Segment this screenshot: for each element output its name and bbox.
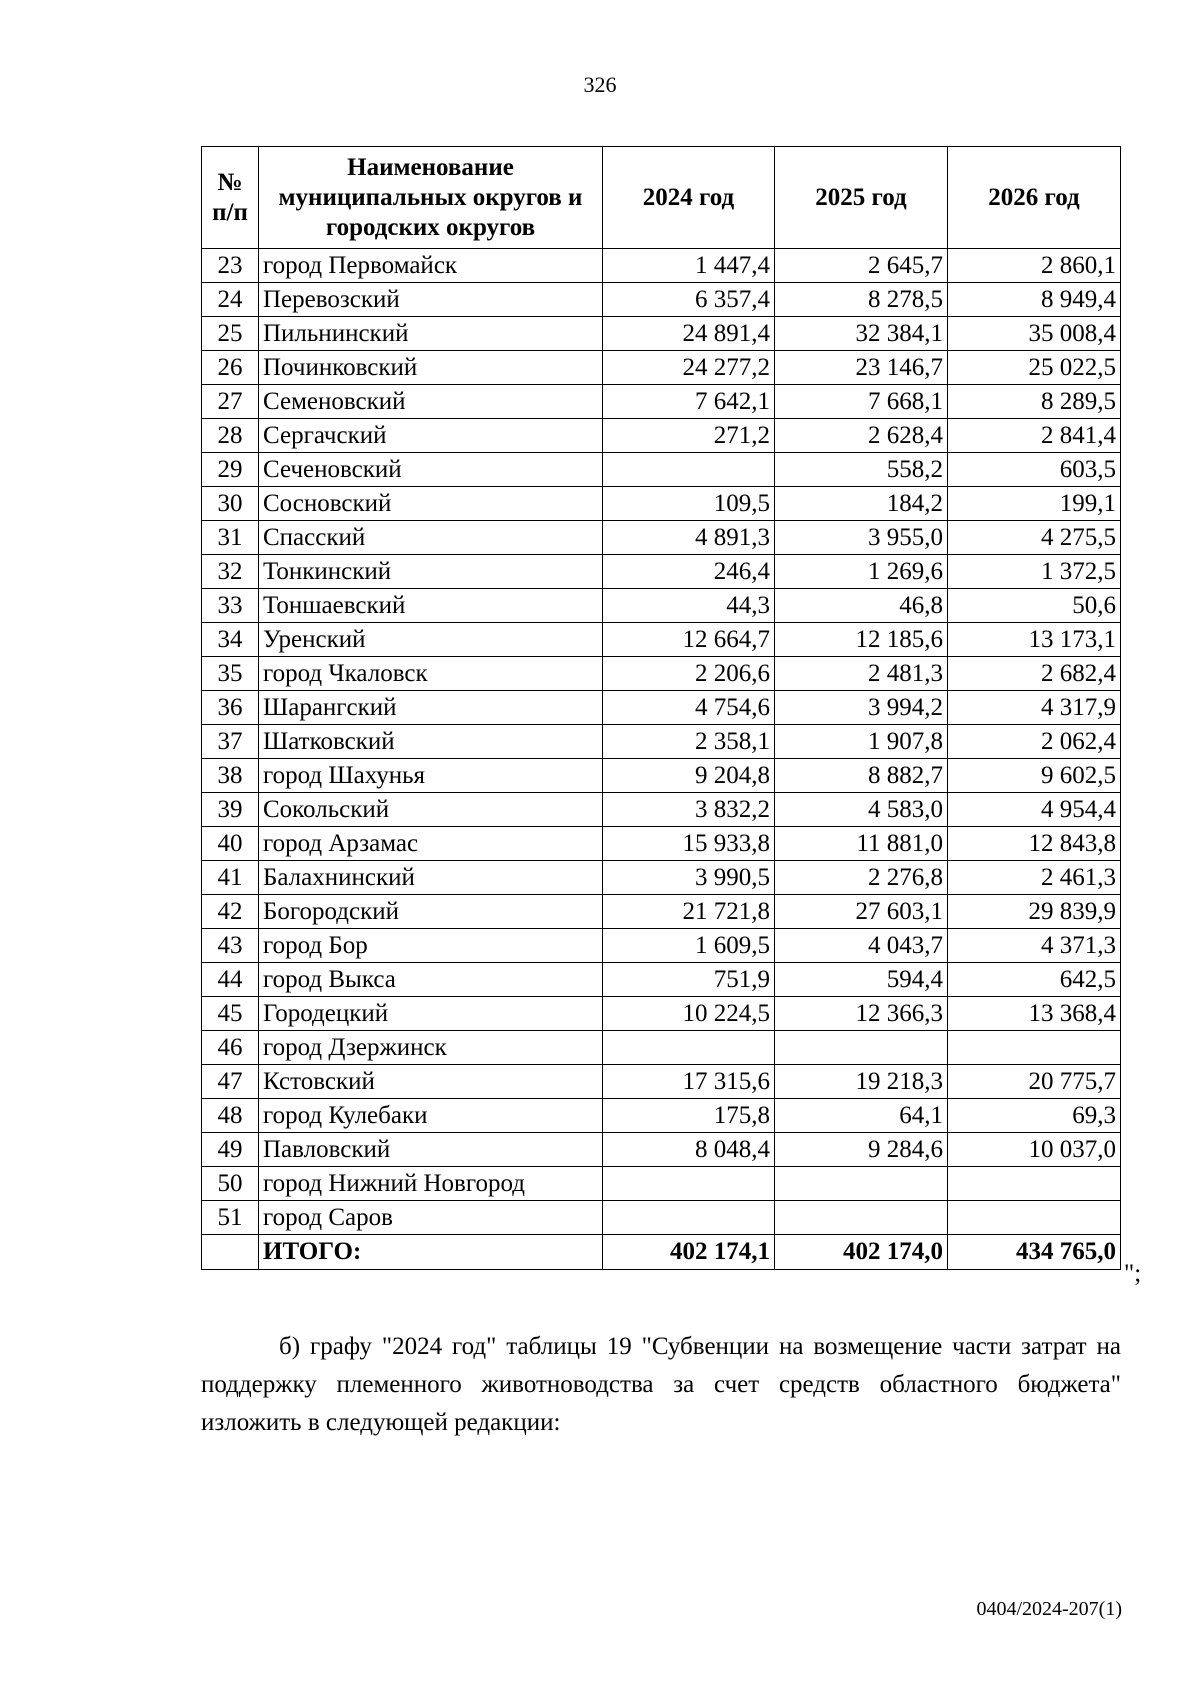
table-row: [202, 963, 1121, 997]
row-number: 39: [202, 793, 259, 827]
row-value-2025: 12 366,3: [775, 997, 948, 1031]
row-value-2024: [603, 1031, 775, 1065]
row-value-2026: [948, 1031, 1121, 1065]
table-row: [202, 691, 1121, 725]
row-value-2026: 8 949,4: [948, 283, 1121, 317]
row-name: Шатковский: [259, 725, 603, 759]
row-value-2024: 9 204,8: [603, 759, 775, 793]
row-value-2024: 4 754,6: [603, 691, 775, 725]
row-value-2026: 8 289,5: [948, 385, 1121, 419]
row-number: 32: [202, 555, 259, 589]
row-value-2025: 64,1: [775, 1099, 948, 1133]
table-row: [202, 929, 1121, 963]
header-2025: 2025 год: [775, 147, 948, 249]
row-value-2025: 2 645,7: [775, 249, 948, 283]
table-row: [202, 317, 1121, 351]
row-number: 48: [202, 1099, 259, 1133]
table-row: [202, 589, 1121, 623]
row-name: Сергачский: [259, 419, 603, 453]
table-row: [202, 521, 1121, 555]
row-value-2024: 24 277,2: [603, 351, 775, 385]
row-value-2026: 2 841,4: [948, 419, 1121, 453]
row-number: 25: [202, 317, 259, 351]
row-number: 34: [202, 623, 259, 657]
row-name: город Кулебаки: [259, 1099, 603, 1133]
row-name: город Первомайск: [259, 249, 603, 283]
row-value-2025: 8 882,7: [775, 759, 948, 793]
row-number: 42: [202, 895, 259, 929]
row-value-2026: 4 954,4: [948, 793, 1121, 827]
row-number: 45: [202, 997, 259, 1031]
table-row: [202, 759, 1121, 793]
row-name: Балахнинский: [259, 861, 603, 895]
row-name: город Шахунья: [259, 759, 603, 793]
row-value-2025: 3 955,0: [775, 521, 948, 555]
total-num-cell: [202, 1235, 259, 1270]
row-value-2024: 2 358,1: [603, 725, 775, 759]
row-value-2026: 2 682,4: [948, 657, 1121, 691]
row-number: 24: [202, 283, 259, 317]
row-value-2025: 9 284,6: [775, 1133, 948, 1167]
row-value-2024: 24 891,4: [603, 317, 775, 351]
row-value-2024: 8 048,4: [603, 1133, 775, 1167]
row-value-2025: 23 146,7: [775, 351, 948, 385]
row-number: 35: [202, 657, 259, 691]
row-number: 41: [202, 861, 259, 895]
row-value-2024: [603, 453, 775, 487]
row-value-2026: [948, 1167, 1121, 1201]
row-value-2025: 27 603,1: [775, 895, 948, 929]
row-value-2024: 109,5: [603, 487, 775, 521]
table-row: [202, 351, 1121, 385]
row-number: 33: [202, 589, 259, 623]
row-value-2026: 9 602,5: [948, 759, 1121, 793]
row-name: город Бор: [259, 929, 603, 963]
row-value-2025: 3 994,2: [775, 691, 948, 725]
total-row: [202, 1235, 1121, 1270]
row-value-2024: 2 206,6: [603, 657, 775, 691]
row-name: Сеченовский: [259, 453, 603, 487]
row-value-2025: [775, 1031, 948, 1065]
total-2026: 434 765,0: [948, 1235, 1121, 1270]
row-number: 43: [202, 929, 259, 963]
row-name: Перевозский: [259, 283, 603, 317]
row-number: 49: [202, 1133, 259, 1167]
row-value-2026: 13 368,4: [948, 997, 1121, 1031]
row-value-2024: 7 642,1: [603, 385, 775, 419]
row-number: 28: [202, 419, 259, 453]
row-name: Сосновский: [259, 487, 603, 521]
row-name: Тоншаевский: [259, 589, 603, 623]
row-number: 44: [202, 963, 259, 997]
header-num: № п/п: [202, 147, 259, 249]
row-number: 51: [202, 1201, 259, 1235]
table-row: [202, 249, 1121, 283]
row-value-2026: 4 275,5: [948, 521, 1121, 555]
row-value-2024: 15 933,8: [603, 827, 775, 861]
row-value-2024: 246,4: [603, 555, 775, 589]
table-row: [202, 453, 1121, 487]
row-value-2026: 20 775,7: [948, 1065, 1121, 1099]
row-name: Шарангский: [259, 691, 603, 725]
row-value-2025: 4 583,0: [775, 793, 948, 827]
row-value-2026: 199,1: [948, 487, 1121, 521]
table-row: [202, 725, 1121, 759]
row-value-2024: 12 664,7: [603, 623, 775, 657]
row-name: Павловский: [259, 1133, 603, 1167]
row-value-2025: 594,4: [775, 963, 948, 997]
row-name: Семеновский: [259, 385, 603, 419]
row-name: Богородский: [259, 895, 603, 929]
row-value-2026: 4 317,9: [948, 691, 1121, 725]
table-row: [202, 1133, 1121, 1167]
row-name: Сокольский: [259, 793, 603, 827]
table-row: [202, 555, 1121, 589]
header-name: Наименование муниципальных округов и городских округов: [259, 147, 603, 249]
total-2025: 402 174,0: [775, 1235, 948, 1270]
row-value-2026: [948, 1201, 1121, 1235]
table-row: [202, 861, 1121, 895]
header-2026: 2026 год: [948, 147, 1121, 249]
row-value-2026: 642,5: [948, 963, 1121, 997]
row-number: 40: [202, 827, 259, 861]
total-label: ИТОГО:: [259, 1235, 603, 1270]
row-number: 37: [202, 725, 259, 759]
row-value-2024: 17 315,6: [603, 1065, 775, 1099]
row-number: 47: [202, 1065, 259, 1099]
row-name: Спасский: [259, 521, 603, 555]
row-value-2024: 1 609,5: [603, 929, 775, 963]
row-value-2025: 2 481,3: [775, 657, 948, 691]
row-value-2026: 12 843,8: [948, 827, 1121, 861]
row-value-2026: 2 461,3: [948, 861, 1121, 895]
row-name: Уренский: [259, 623, 603, 657]
row-number: 30: [202, 487, 259, 521]
row-value-2026: 10 037,0: [948, 1133, 1121, 1167]
row-value-2025: 8 278,5: [775, 283, 948, 317]
table-row: [202, 1065, 1121, 1099]
row-value-2024: 271,2: [603, 419, 775, 453]
row-value-2025: 7 668,1: [775, 385, 948, 419]
row-name: город Дзержинск: [259, 1031, 603, 1065]
row-value-2025: 32 384,1: [775, 317, 948, 351]
row-value-2025: [775, 1167, 948, 1201]
page-number: 326: [583, 72, 617, 97]
table-row: [202, 1099, 1121, 1133]
row-value-2025: 1 907,8: [775, 725, 948, 759]
row-value-2026: 4 371,3: [948, 929, 1121, 963]
row-value-2024: 175,8: [603, 1099, 775, 1133]
row-value-2026: 35 008,4: [948, 317, 1121, 351]
row-name: Пильнинский: [259, 317, 603, 351]
row-value-2024: 10 224,5: [603, 997, 775, 1031]
row-number: 23: [202, 249, 259, 283]
row-value-2024: 4 891,3: [603, 521, 775, 555]
document-code: 0404/2024-207(1): [976, 1598, 1122, 1620]
table-row: [202, 657, 1121, 691]
row-value-2026: 25 022,5: [948, 351, 1121, 385]
row-number: 46: [202, 1031, 259, 1065]
table-row: [202, 623, 1121, 657]
table-row: [202, 997, 1121, 1031]
closing-quote: ";: [1124, 1260, 1142, 1287]
row-value-2025: 558,2: [775, 453, 948, 487]
table-row: [202, 827, 1121, 861]
row-name: Кстовский: [259, 1065, 603, 1099]
table-row: [202, 283, 1121, 317]
row-value-2026: 29 839,9: [948, 895, 1121, 929]
table-row: [202, 1167, 1121, 1201]
row-name: Тонкинский: [259, 555, 603, 589]
row-value-2024: 6 357,4: [603, 283, 775, 317]
row-value-2024: 21 721,8: [603, 895, 775, 929]
row-value-2025: 19 218,3: [775, 1065, 948, 1099]
row-number: 31: [202, 521, 259, 555]
table-row: [202, 419, 1121, 453]
amendment-paragraph: б) графу "2024 год" таблицы 19 "Субвенции на возмещение части затрат на поддержку племенного животноводства за счет средств областного бюджета" изложить в следующей редакции:: [201, 1333, 1121, 1436]
row-number: 26: [202, 351, 259, 385]
row-value-2025: 12 185,6: [775, 623, 948, 657]
table-row: [202, 1201, 1121, 1235]
row-value-2026: 1 372,5: [948, 555, 1121, 589]
row-value-2025: 1 269,6: [775, 555, 948, 589]
header-2024: 2024 год: [603, 147, 775, 249]
subsidy-table: [201, 146, 1121, 1270]
row-name: Починковский: [259, 351, 603, 385]
row-value-2024: 1 447,4: [603, 249, 775, 283]
row-value-2024: [603, 1167, 775, 1201]
table-row: [202, 793, 1121, 827]
row-number: 38: [202, 759, 259, 793]
row-name: город Чкаловск: [259, 657, 603, 691]
row-name: город Выкса: [259, 963, 603, 997]
row-value-2026: 2 860,1: [948, 249, 1121, 283]
table-row: [202, 1031, 1121, 1065]
row-value-2024: 44,3: [603, 589, 775, 623]
row-value-2024: [603, 1201, 775, 1235]
row-name: город Саров: [259, 1201, 603, 1235]
table-row: [202, 487, 1121, 521]
row-value-2026: 603,5: [948, 453, 1121, 487]
row-value-2025: 46,8: [775, 589, 948, 623]
row-value-2026: 50,6: [948, 589, 1121, 623]
table-row: [202, 895, 1121, 929]
row-number: 27: [202, 385, 259, 419]
row-value-2024: 751,9: [603, 963, 775, 997]
row-value-2026: 69,3: [948, 1099, 1121, 1133]
table-header-row: [202, 147, 1121, 249]
total-2024: 402 174,1: [603, 1235, 775, 1270]
row-value-2024: 3 990,5: [603, 861, 775, 895]
row-name: город Нижний Новгород: [259, 1167, 603, 1201]
row-name: город Арзамас: [259, 827, 603, 861]
table-row: [202, 385, 1121, 419]
table-body: [202, 249, 1121, 1235]
row-number: 29: [202, 453, 259, 487]
row-value-2025: [775, 1201, 948, 1235]
row-value-2025: 184,2: [775, 487, 948, 521]
row-value-2026: 2 062,4: [948, 725, 1121, 759]
row-name: Городецкий: [259, 997, 603, 1031]
row-number: 36: [202, 691, 259, 725]
row-value-2025: 2 276,8: [775, 861, 948, 895]
row-value-2025: 11 881,0: [775, 827, 948, 861]
row-value-2026: 13 173,1: [948, 623, 1121, 657]
row-value-2025: 4 043,7: [775, 929, 948, 963]
row-value-2025: 2 628,4: [775, 419, 948, 453]
row-number: 50: [202, 1167, 259, 1201]
row-value-2024: 3 832,2: [603, 793, 775, 827]
subsidy-table-container: [201, 146, 1121, 1270]
